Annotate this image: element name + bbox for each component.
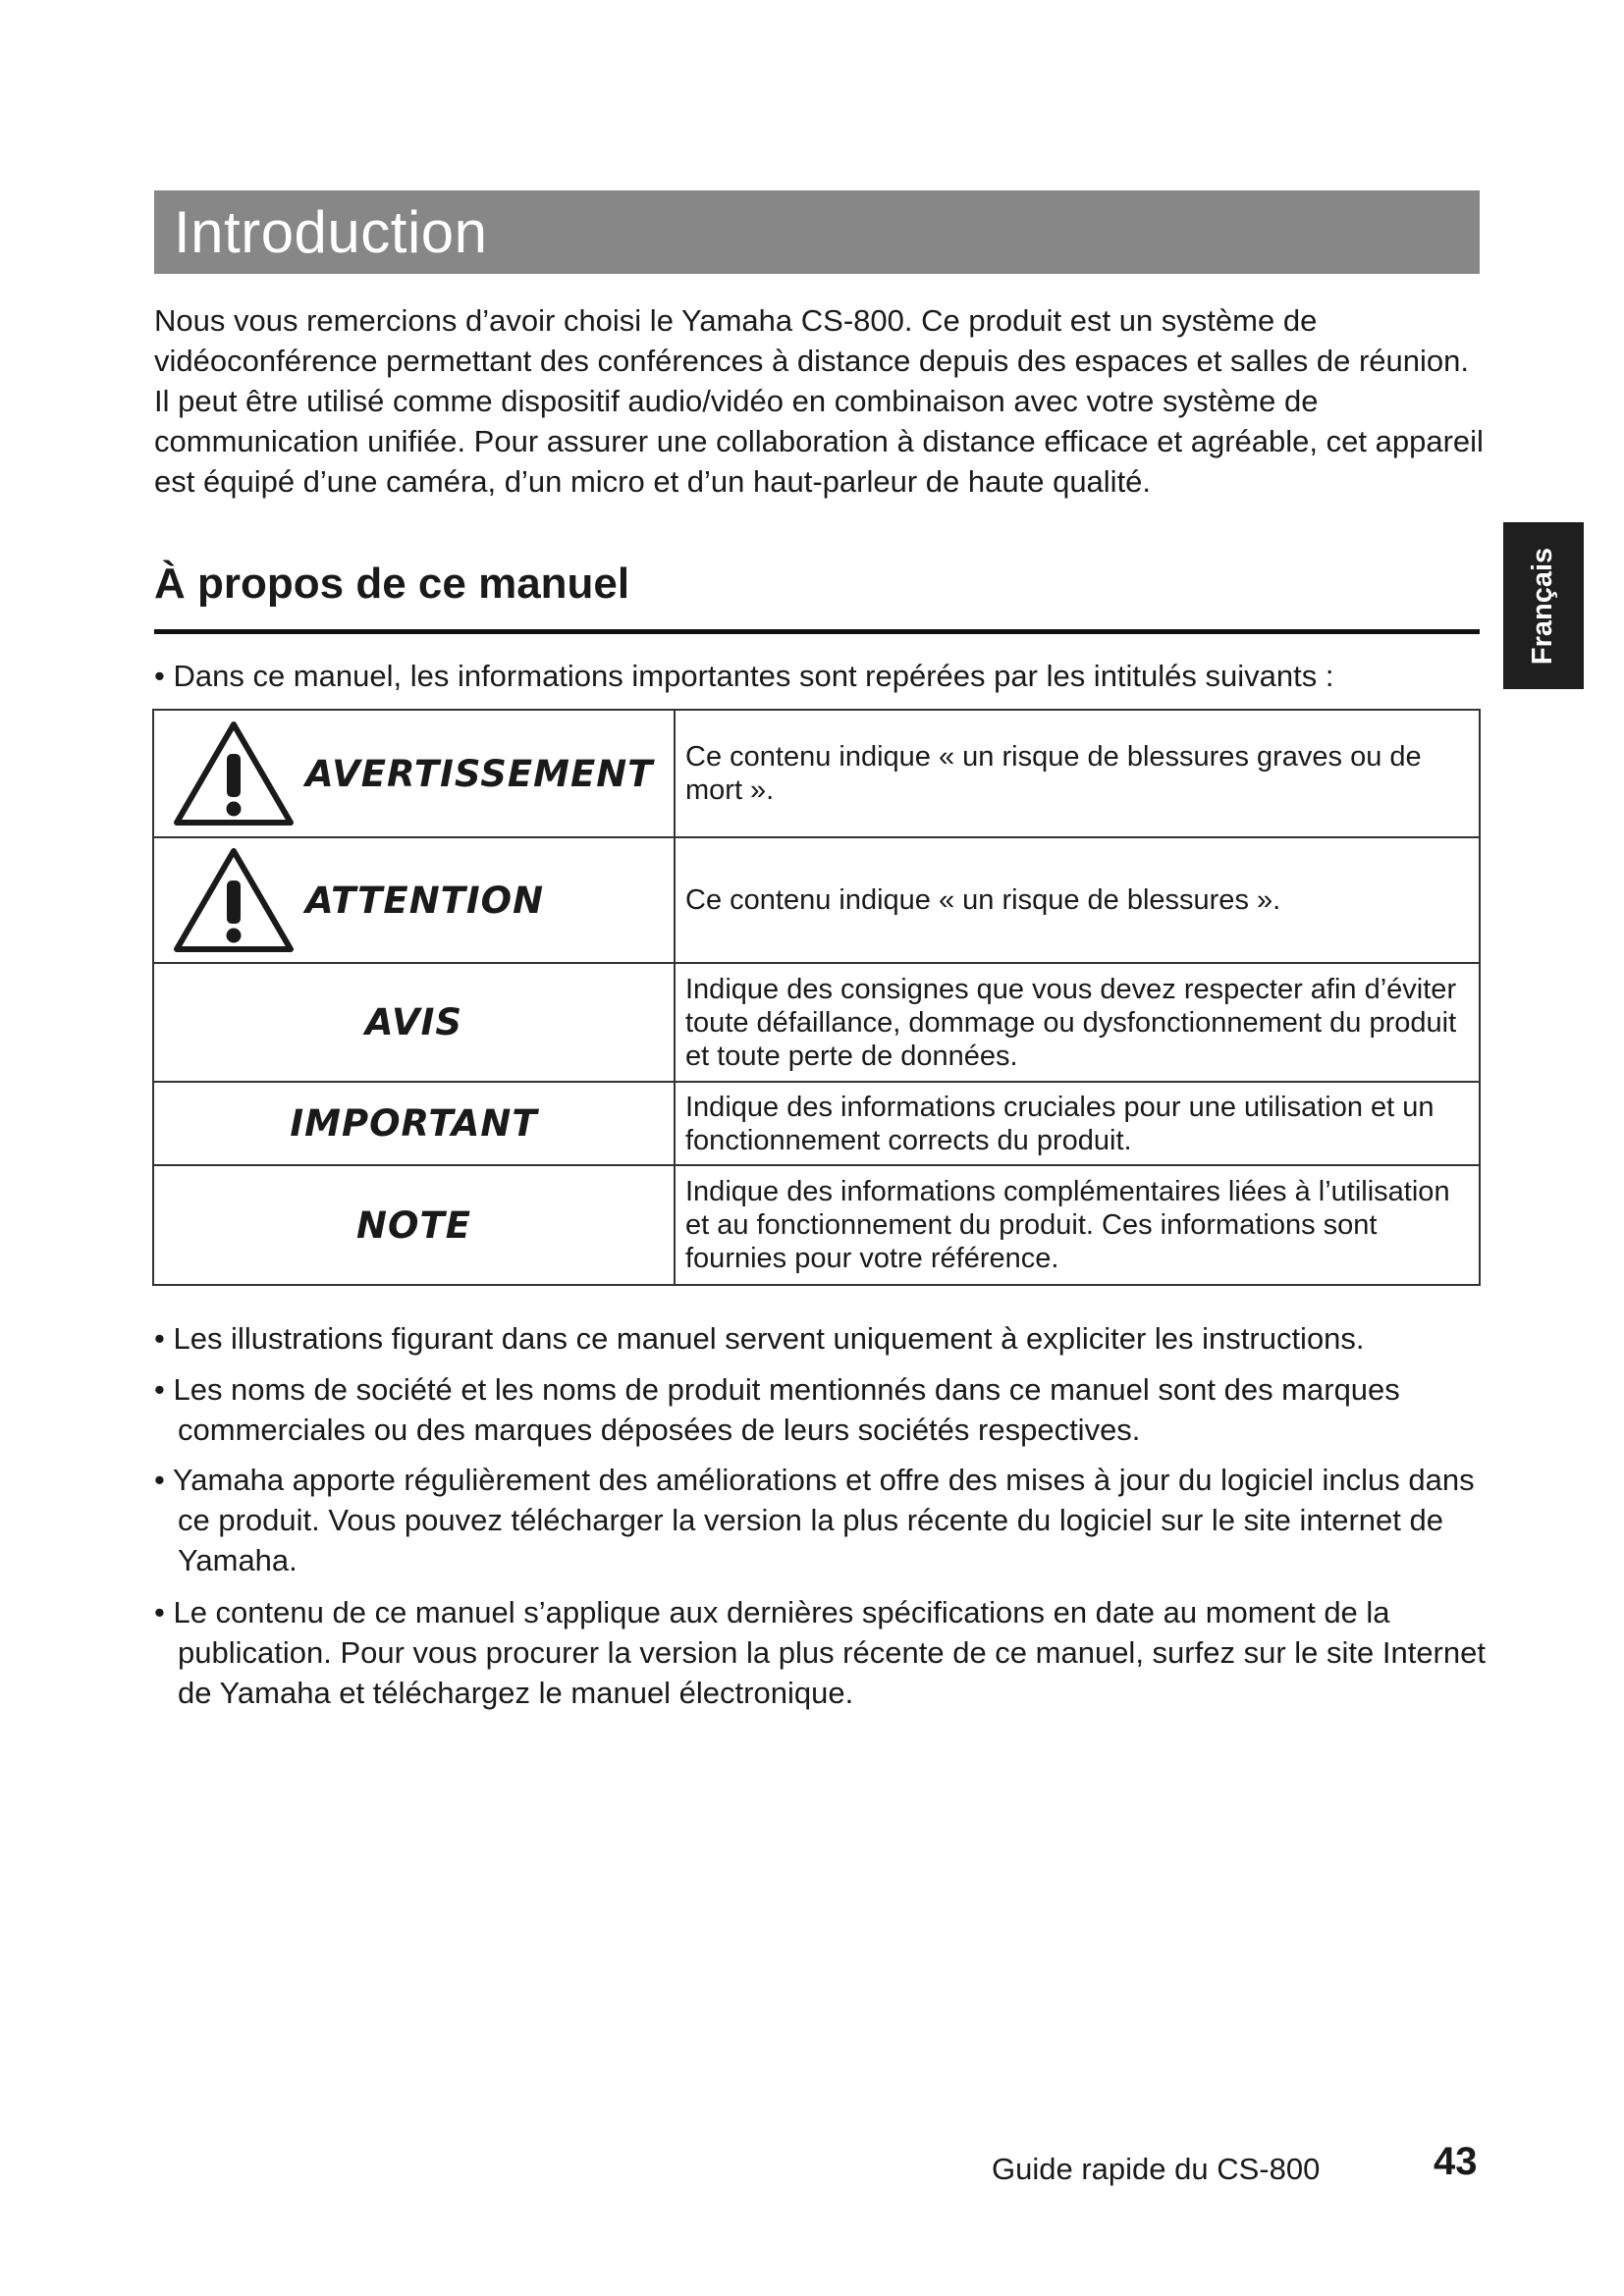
- page-number: 43: [1434, 2140, 1478, 2183]
- signal-words-table: [152, 709, 1481, 1286]
- table-row: [153, 710, 1480, 837]
- signal-label-avertissement: AVERTISSEMENT: [305, 752, 654, 795]
- table-row: [153, 963, 1480, 1082]
- language-tab-label: Français: [1527, 547, 1559, 665]
- table-row: [153, 837, 1480, 963]
- list-item: • Les noms de société et les noms de produit mentionnés dans ce manuel sont des marques commerciales ou des marques déposées de leurs sociétés respectives.: [154, 1372, 1400, 1447]
- signal-description: Ce contenu indique « un risque de blessures graves ou de mort ».: [675, 710, 1480, 837]
- signal-label-important: IMPORTANT: [290, 1102, 538, 1145]
- language-tab: [1503, 522, 1584, 689]
- intro-paragraph: Nous vous remercions d’avoir choisi le Yamaha CS-800. Ce produit est un système de vidéoconférence permettant des conférences à distance depuis des espaces et salles de réunion. Il peut être utilisé comme dispositif audio/vidéo en combinaison avec votre système de communication unifiée. Pour assurer une collaboration à distance efficace et agréable, cet appareil est équipé d’une caméra, d’un micro et d’un haut-parleur de haute qualité.: [154, 303, 1484, 499]
- label-cell: [153, 837, 675, 963]
- signal-label-note: NOTE: [356, 1203, 471, 1247]
- footer-guide-title: Guide rapide du CS-800: [992, 2152, 1321, 2186]
- list-item: • Yamaha apporte régulièrement des améliorations et offre des mises à jour du logiciel inclus dans ce produit. Vous pouvez télécharger la version la plus récente du logiciel sur le site internet de Yamaha.: [154, 1463, 1475, 1577]
- section-title: À propos de ce manuel: [154, 560, 630, 608]
- section-intro-bullet: • Dans ce manuel, les informations importantes sont repérées par les intitulés suivants :: [154, 659, 1334, 693]
- signal-description: Indique des consignes que vous devez respecter afin d’éviter toute défaillance, dommage ou dysfonctionnement du produit et toute perte de données.: [675, 963, 1480, 1082]
- label-cell: [153, 1082, 675, 1165]
- label-cell: [153, 963, 675, 1082]
- title-banner: [154, 190, 1480, 274]
- table-row: [153, 1165, 1480, 1285]
- section-divider: [154, 629, 1480, 634]
- page-title: Introduction: [174, 199, 488, 265]
- warning-triangle-icon: [172, 845, 296, 955]
- signal-description: Indique des informations complémentaires liées à l’utilisation et au fonctionnement du produit. Ces informations sont fournies pour votre référence.: [675, 1165, 1480, 1285]
- label-cell: [153, 710, 675, 837]
- signal-label-avis: AVIS: [364, 1001, 463, 1043]
- signal-description: Ce contenu indique « un risque de blessures ».: [675, 837, 1480, 963]
- signal-description: Indique des informations cruciales pour une utilisation et un fonctionnement corrects du produit.: [675, 1082, 1480, 1165]
- warning-triangle-icon: [172, 719, 296, 828]
- list-item: • Le contenu de ce manuel s’applique aux dernières spécifications en date au moment de la publication. Pour vous procurer la version la plus récente de ce manuel, surfez sur le site Internet de Yamaha et téléchargez le manuel électronique.: [154, 1595, 1486, 1710]
- table-row: [153, 1082, 1480, 1165]
- list-item: • Les illustrations figurant dans ce manuel servent uniquement à expliciter les instructions.: [154, 1321, 1365, 1356]
- label-cell: [153, 1165, 675, 1285]
- signal-label-attention: ATTENTION: [305, 879, 545, 922]
